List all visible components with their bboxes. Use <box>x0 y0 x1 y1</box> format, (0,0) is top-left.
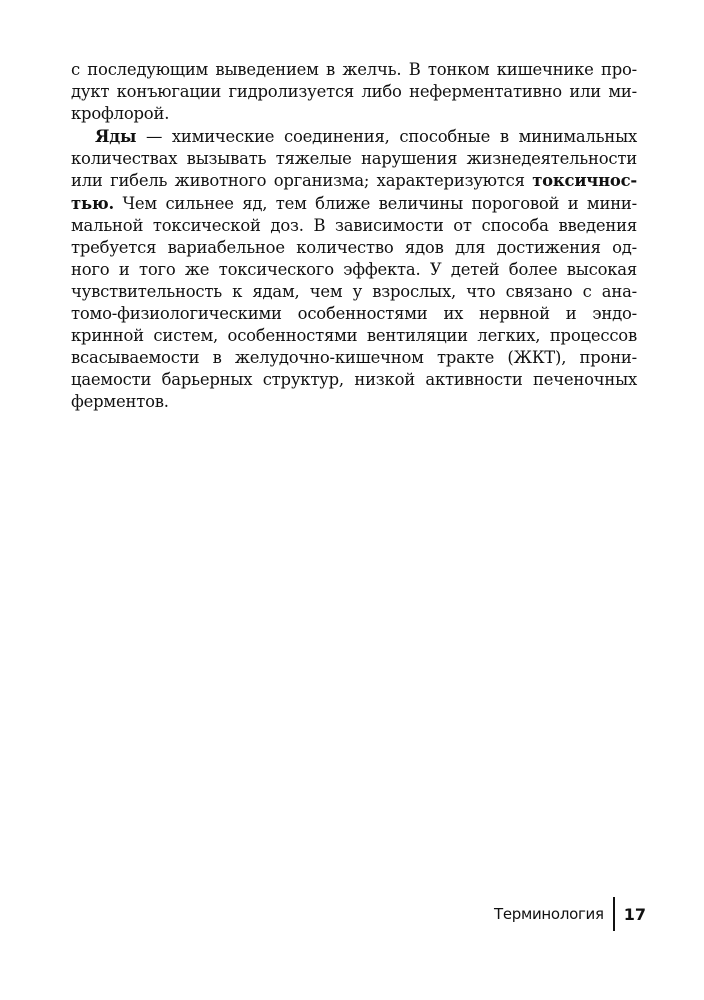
paragraph-line: чувствительность к ядам, чем у взрослых, что связано с ана- <box>71 281 637 301</box>
body-text <box>71 59 637 414</box>
paragraph-line: всасываемости в желудочно-кишечном тракте (ЖКТ), прони- <box>71 348 637 368</box>
paragraph-1 <box>71 59 637 125</box>
paragraph-line: ного и того же токсического эффекта. У детей более высокая <box>71 259 637 279</box>
paragraph-line: требуется вариабельное количество ядов для достижения од- <box>71 237 637 257</box>
page-number: 17 <box>623 904 646 924</box>
paragraph-line: количествах вызывать тяжелые нарушения жизнедеятельности <box>71 149 637 169</box>
paragraph-line: кринной систем, особенностями вентиляции легких, процессов <box>71 326 637 346</box>
paragraph-line: ферментов. <box>71 392 169 412</box>
paragraph-line: цаемости барьерных структур, низкой активности печеночных <box>71 370 637 390</box>
paragraph-line: мальной токсической доз. В зависимости от способа введения <box>71 215 637 235</box>
paragraph-line: томо-физиологическими особенностями их нервной и эндо- <box>71 304 637 324</box>
line-text: — химические соединения, способные в минимальных <box>136 127 637 147</box>
paragraph-line: дукт конъюгации гидролизуется либо неферментативно или ми- <box>71 82 637 102</box>
paragraph-line: крофлорой. <box>71 104 170 124</box>
paragraph-line <box>71 126 637 148</box>
paragraph-line: с последующим выведением в желчь. В тонком кишечнике про- <box>71 60 637 79</box>
paragraph-line <box>71 170 637 192</box>
paragraph-2 <box>71 126 637 413</box>
term-poisons: Яды <box>95 127 137 147</box>
running-footer-title: Терминология <box>493 905 604 923</box>
paragraph-line <box>71 193 637 215</box>
line-text: Чем сильнее яд, тем ближе величины пороговой и мини- <box>114 193 637 213</box>
line-text: или гибель животного организма; характеризуются <box>71 171 533 191</box>
term-toxicity-part-2: тью. <box>71 193 114 213</box>
page-footer <box>494 897 646 931</box>
term-toxicity-part-1: токсичнос- <box>532 171 637 191</box>
